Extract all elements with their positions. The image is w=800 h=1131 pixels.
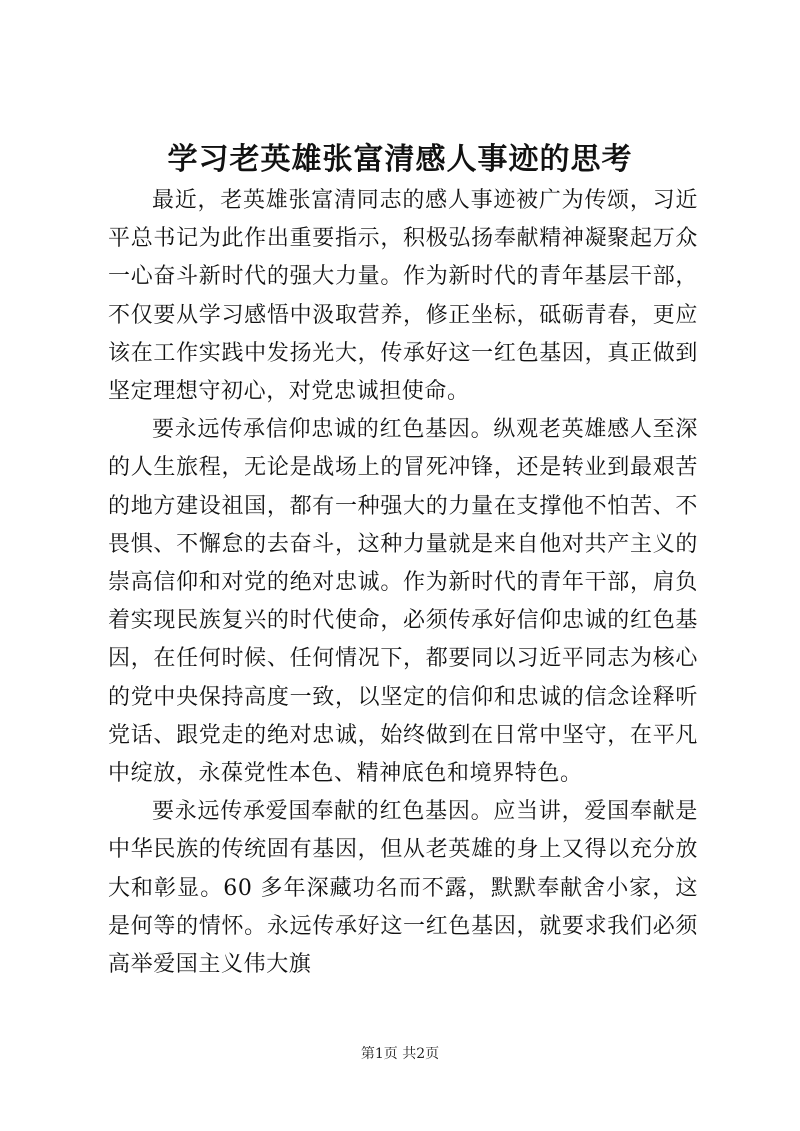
paragraph-2: 要永远传承信仰忠诚的红色基因。纵观老英雄感人至深的人生旅程，无论是战场上的冒死冲锋，还是转业到最艰苦的地方建设祖国，都有一种强大的力量在支撑他不怕苦、不畏惧、不懈怠的去奋斗，这种力量就是来自他对共产主义的崇高信仰和对党的绝对忠诚。作为新时代的青年干部，肩负着实现民族复兴的时代使命，必须传承好信仰忠诚的红色基因，在任何时候、任何情况下，都要同以习近平同志为核心的党中央保持高度一致，以坚定的信仰和忠诚的信念诠释听党话、跟党走的绝对忠诚，始终做到在日常中坚守，在平凡中绽放，永葆党性本色、精神底色和境界特色。 (108, 417, 698, 787)
document-title: 学习老英雄张富清感人事迹的思考 (167, 142, 633, 177)
paragraph-1: 最近，老英雄张富清同志的感人事迹被广为传颂，习近平总书记为此作出重要指示，积极弘扬奉献精神凝聚起万众一心奋斗新时代的强大力量。作为新时代的青年基层干部，不仅要从学习感悟中汲取营养，修正坐标，砥砺青春，更应该在工作实践中发扬光大，传承好这一红色基因，真正做到坚定理想守初心，对党忠诚担使命。 (108, 188, 698, 405)
page-number-footer: 第1页 共2页 (360, 1046, 440, 1062)
paragraph-3: 要永远传承爱国奉献的红色基因。应当讲，爱国奉献是中华民族的传统固有基因，但从老英雄的身上又得以充分放大和彰显。60 多年深藏功名而不露，默默奉献舍小家，这是何等的情怀。永远传承好这一红色基因，就要求我们必须高举爱国主义伟大旗 (108, 799, 698, 978)
document-body (108, 182, 698, 984)
